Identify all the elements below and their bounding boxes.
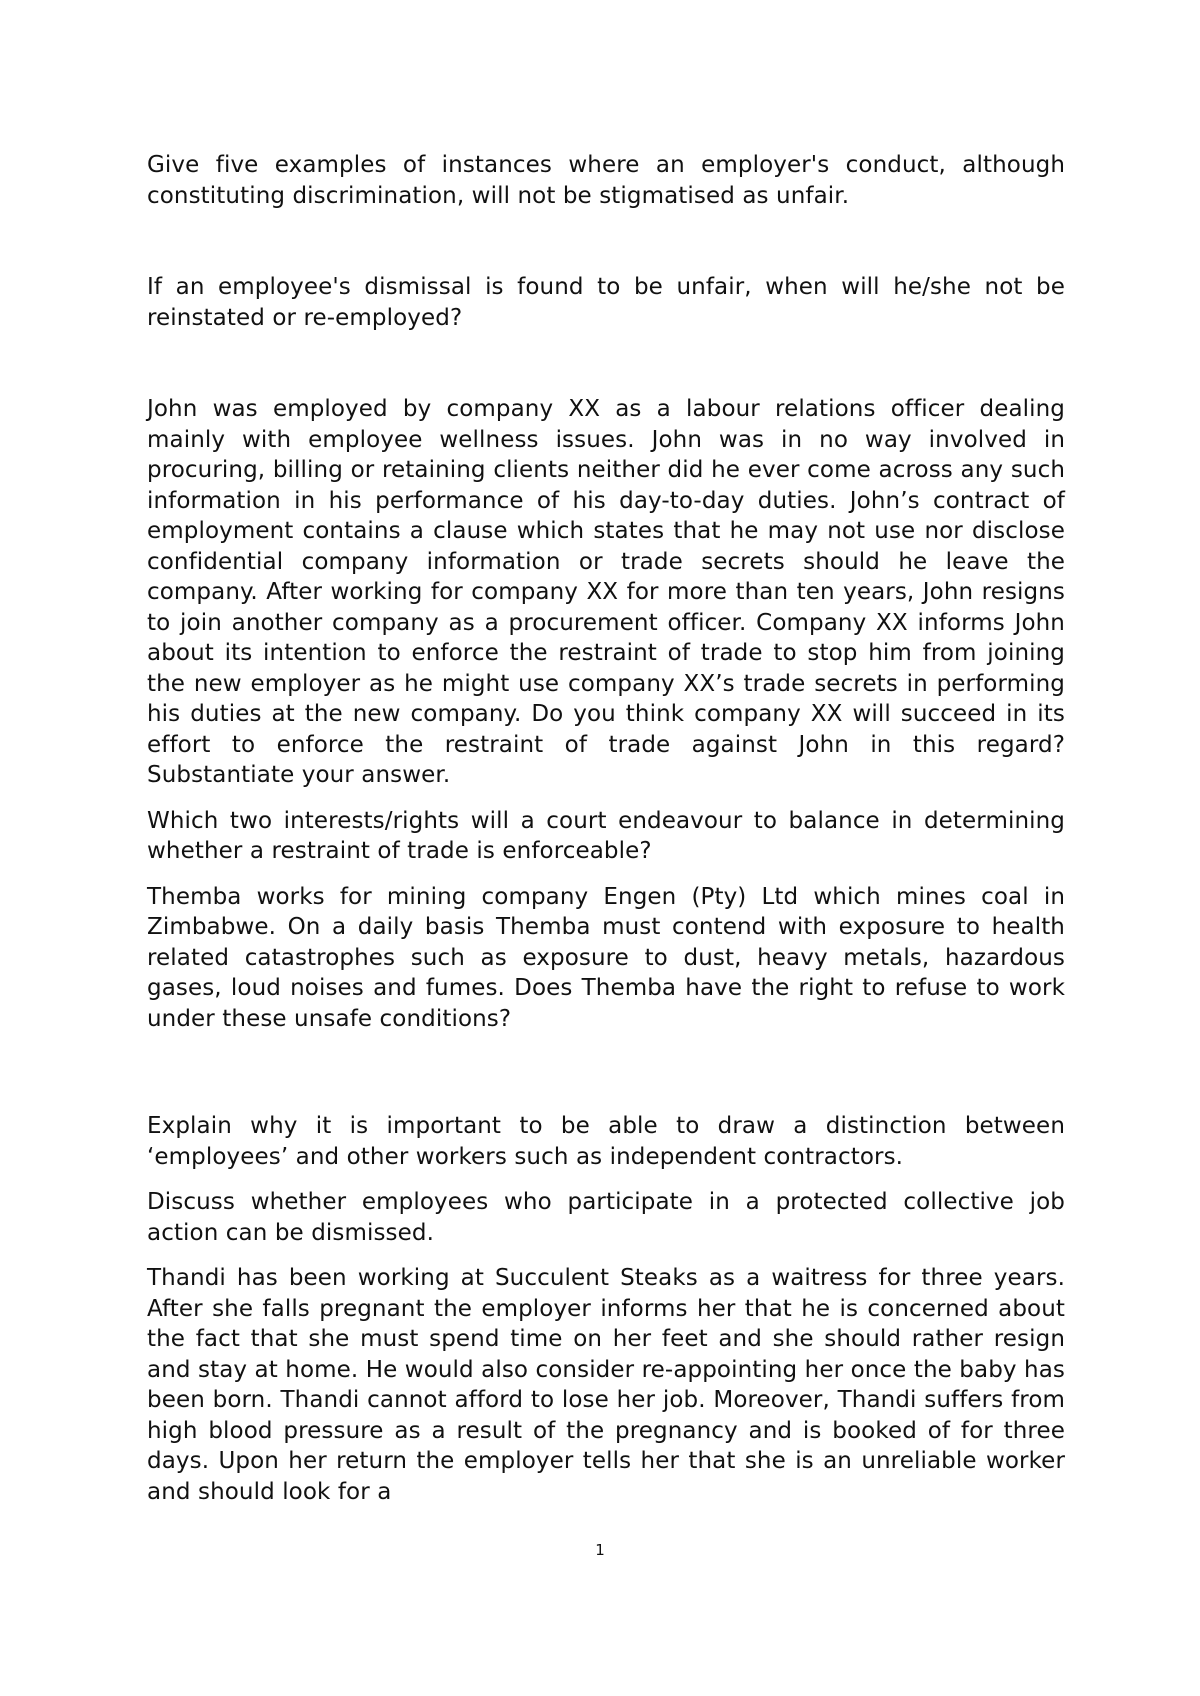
document-body — [147, 150, 1065, 1507]
question-themba-safety: Themba works for mining company Engen (Pty) Ltd which mines coal in Zimbabwe. On a daily basis Themba must contend with exposure to health related catastrophes such as exposure to dust, heavy metals, hazardous gases, loud noises and fumes. Does Themba have the right to refuse to work under these unsafe conditions? — [147, 883, 1065, 1032]
question-thandi-pregnancy: Thandi has been working at Succulent Steaks as a waitress for three years. After she falls pregnant the employer informs her that he is concerned about the fact that she must spend time on her feet and she should rather resign and stay at home. He would also consider re-appointing her once the baby has been born. Thandi cannot afford to lose her job. Moreover, Thandi suffers from high blood pressure as a result of the pregnancy and is booked of for three days. Upon her return the employer tells her that she is an unreliable worker and should look for a — [147, 1265, 1065, 1505]
question-restraint-interests: Which two interests/rights will a court endeavour to balance in determining whether a restraint of trade is enforceable? — [147, 807, 1065, 864]
question-reinstatement: If an employee's dismissal is found to be unfair, when will he/she not be reinstated or re-employed? — [147, 274, 1065, 331]
page-number: 1 — [595, 1541, 605, 1559]
question-discrimination: Give five examples of instances where an employer's conduct, although constituting discrimination, will not be stigmatised as unfair. — [147, 152, 1065, 209]
question-employee-distinction: Explain why it is important to be able to draw a distinction between ‘employees’ and other workers such as independent contractors. — [147, 1113, 1065, 1170]
question-protected-action: Discuss whether employees who participate in a protected collective job action can be dismissed. — [147, 1189, 1065, 1246]
question-john-restraint: John was employed by company XX as a labour relations officer dealing mainly with employee wellness issues. John was in no way involved in procuring, billing or retaining clients neither did he ever come across any such information in his performance of his day-to-day duties. John’s contract of employment contains a clause which states that he may not use nor disclose confidential company information or trade secrets should he leave the company. After working for company XX for more than ten years, John resigns to join another company as a procurement officer. Company XX informs John about its intention to enforce the restraint of trade to stop him from joining the new employer as he might use company XX’s trade secrets in performing his duties at the new company. Do you think company XX will succeed in its effort to enforce the restraint of trade against John in this regard? Substantiate your answer. — [147, 396, 1065, 788]
